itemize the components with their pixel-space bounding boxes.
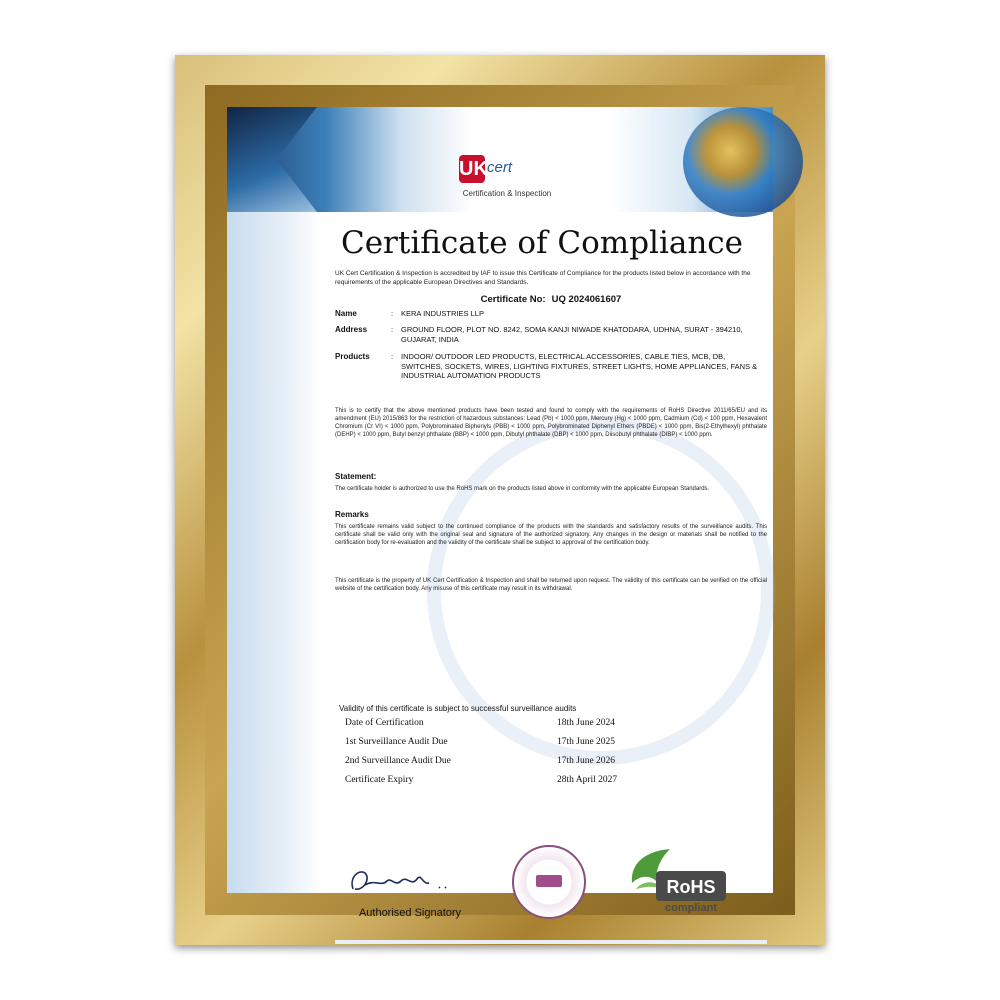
gold-frame: [175, 55, 825, 945]
statement-text: The certificate holder is authorized to use the RoHS mark on the products listed above in conformity with the applicable European Standards.: [335, 486, 710, 492]
certificate-title: Certificate of Compliance: [340, 225, 744, 261]
rohs-compliant-badge: [622, 845, 732, 917]
signature-image: [345, 859, 455, 899]
products-value: INDOOR/ OUTDOOR LED PRODUCTS, ELECTRICAL ACCESSORIES, CABLE TIES, MCB, DB, SWITCHES, SOCKETS, WIRES, LIGHTING FIXTURES, STREET LIGHTS, HOME APPLIANCES, FANS & INDUSTRIAL AUTOMATION PRODUCTS: [401, 352, 758, 380]
remarks-text-1: This certificate remains valid subject to the continued compliance of the products with the standards and satisfactory results of the surveillance audits. This certificate shall be valid only with the original seal and signature of the authorized signatory. Any changes in the design or materials shall be notified to the certification body for re-evaluation and the validity of the certificate shall be subject to approval of the certification body.: [335, 524, 767, 546]
certificate-number: [335, 294, 767, 305]
ukcert-logo: [459, 155, 551, 185]
certificate-number-value: UQ 2024061607: [551, 294, 622, 305]
rohs-main-text: RoHS: [666, 877, 716, 897]
footer-strip: [335, 940, 767, 944]
remarks-text-2: This certificate is the property of UK Cert Certification & Inspection and shall be returned upon request. The validity of this certificate can be verified on the official website of the certification body. Any misuse of this certificate may result in its withdrawal.: [335, 578, 767, 592]
seal-center-mark: [536, 875, 562, 887]
side-band: [227, 212, 322, 893]
name-value: KERA INDUSTRIES LLP: [401, 309, 484, 318]
validity-value: 17th June 2026: [557, 756, 616, 766]
intro-text: UK Cert Certification & Inspection is accredited by IAF to issue this Certificate of Compliance for the products listed below in accordance with the requirements of the applicable European Directives and Standards.: [335, 270, 751, 286]
validity-value: 18th June 2024: [557, 718, 616, 728]
validity-key: 1st Surveillance Audit Due: [345, 737, 448, 747]
logo-wordmark: cert: [487, 159, 513, 176]
company-seal: [512, 845, 586, 919]
validity-key: 2nd Surveillance Audit Due: [345, 756, 451, 766]
body-text: This is to certify that the above mentioned products have been tested and found to comply with the requirements of RoHS Directive 2011/65/EU and its amendment (EU) 2015/863 for the restriction of hazardous substances: Lead (Pb) < 1000 ppm, Mercury (Hg) < 1000 ppm, Cadmium (Cd) < 100 ppm, Hexavalent Chromium (Cr VI) < 1000 ppm, Polybrominated Biphenyls (PBB) < 1000 ppm, Polybrominated Diphenyl Ethers (PBDE) < 1000 ppm, Bis(2-Ethylhexyl) phthalate (DEHP) < 1000 ppm, Butyl benzyl phthalate (BBP) < 1000 ppm, Dibutyl phthalate (DBP) < 1000 ppm, Diisobutyl phthalate (DIBP) < 1000 ppm.: [335, 408, 767, 438]
validity-key: Certificate Expiry: [345, 775, 414, 785]
address-label: Address: [335, 325, 368, 334]
certificate-paper: UK cert Certification & Inspection Certificate of Compliance UK Cert Certification & Inspection is accredited by IAF to issue this Certificate of Compliance for the products listed below in accordance with the requirements of the applicable European Directives and Standards. Certificate No: UQ 2024061607 Name : KERA INDUSTRIES LLP Address : GROUND FLOOR, PLOT NO. 8242, SOMA KANJI NIWADE KHATODARA, UDHNA, SURAT - 394210, GUJARAT, INDIA Products : INDOOR/ OUTDOOR LED PRODUCTS, ELECTRICAL ACCESSORIES, CABLE TIES, MCB, DB, SWITCHES, SOCKETS, WIRES, LIGHTING FIXTURES, STREET LIGHTS, HOME APPLIANCES, FANS & INDUSTRIAL AUTOMATION PRODUCTS This is to certify that the above mentioned products have been tested and found to comply with the requirements of RoHS Directive 2011/65/EU and its amendment (EU) 2015/863 for the restriction of hazardous substances: Lead (Pb) < 1000 ppm, Mercury (Hg) < 1000 ppm, Cadmium (Cd) < 100 ppm, Hexavalent Chromium (Cr VI) < 1000 ppm, Polybrominated Biphenyls (PBB) < 1000 ppm, Polybrominated Diphenyl Ethers (PBDE) < 1000 ppm, Bis(2-Ethylhexyl) phthalate (DEHP) < 1000 ppm, Butyl benzyl phthalate (BBP) < 1000 ppm, Dibutyl phthalate (DBP) < 1000 ppm, Diisobutyl phthalate (DIBP) < 1000 ppm. Statement: The certificate holder is authorized to use the RoHS mark on the products listed above in conformity with the applicable European Standards. Remarks This certificate remains valid subject to the continued compliance of the products with the standards and satisfactory results of the surveillance audits. This certificate shall be valid only with the original seal and signature of the authorized signatory. Any changes in the design or materials shall be notified to the certification body for re-evaluation and the validity of the certificate shall be subject to approval of the certification body. This certificate is the property of UK Cert Certification & Inspection and shall be returned upon request. The validity of this certificate can be verified on the official website of the certification body. Any misuse of this certificate may result in its withdrawal. Validity of this certificate is subject to successful surveillance audits Date of Certification 18th June 2024 1st Surveillance Audit Due 17th June 2025 2nd Surveillance Audit Due 17th June 2026 Certificate Expiry 28th April 2027 Authorised Signatory RoHS compliant: [227, 107, 773, 893]
name-label: Name: [335, 309, 357, 318]
validity-value: 17th June 2025: [557, 737, 616, 747]
certificate-number-label: Certificate No:: [480, 294, 546, 305]
validity-key: Date of Certification: [345, 718, 424, 728]
globe-icon: [683, 107, 803, 217]
statement-heading: Statement:: [335, 472, 377, 481]
validity-value: 28th April 2027: [557, 775, 618, 785]
logo-tagline: Certification & Inspection: [462, 189, 552, 198]
remarks-heading: Remarks: [335, 510, 369, 519]
rohs-sub-text: compliant: [665, 902, 717, 914]
validity-intro: Validity of this certificate is subject to successful surveillance audits: [339, 704, 577, 713]
signatory-label: Authorised Signatory: [358, 907, 462, 919]
logo-mark: UK: [459, 155, 485, 183]
products-label: Products: [335, 352, 370, 361]
address-value: GROUND FLOOR, PLOT NO. 8242, SOMA KANJI NIWADE KHATODARA, UDHNA, SURAT - 394210, GUJARAT, INDIA: [401, 325, 743, 344]
